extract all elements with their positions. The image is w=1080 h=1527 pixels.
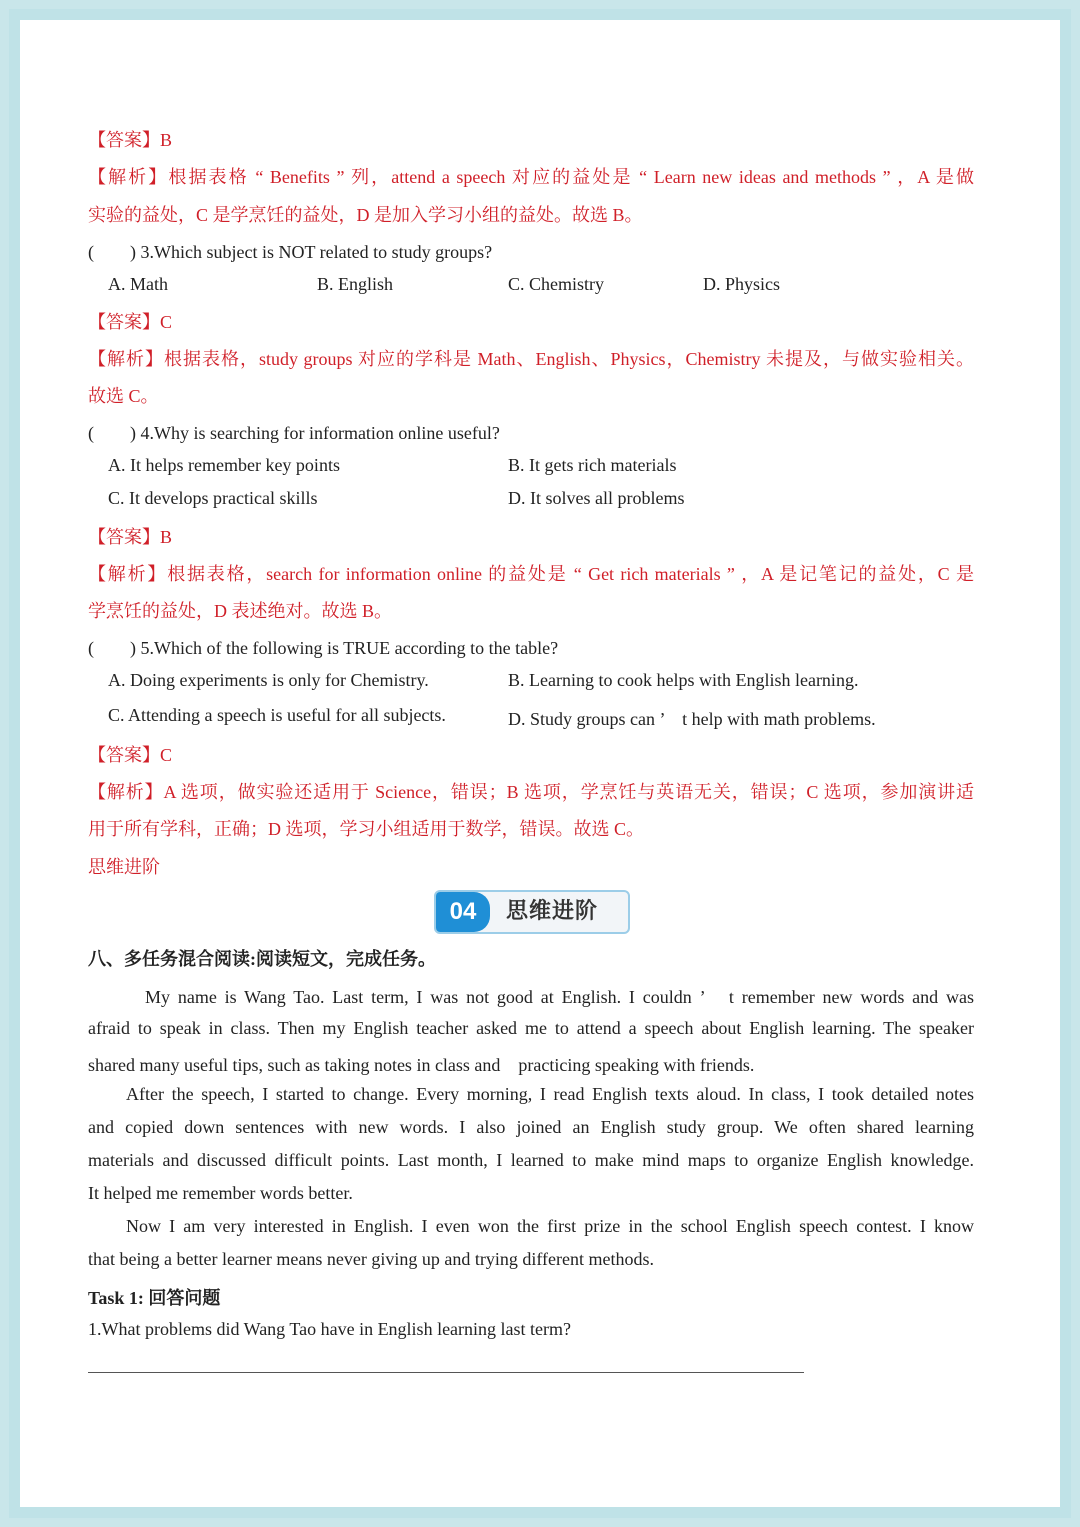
- q4-analysis-line1: 【解析】根据表格，search for information online 的益处是 “ Get rich materials ” ，A 是记笔记的益处，C 是: [88, 564, 974, 584]
- section8-heading: 八、多任务混合阅读:阅读短文，完成任务。: [88, 949, 436, 969]
- q5-question: [88, 634, 558, 660]
- q4-option-d: D. It solves all problems: [508, 488, 685, 508]
- passage-p2-line1: After the speech, I started to change. Every morning, I read English texts aloud. In class, I took detailed notes: [126, 1084, 974, 1104]
- q5-analysis-line1: 【解析】A 选项，做实验还适用于 Science，错误；B 选项，学烹饪与英语无关，错误；C 选项，参加演讲适: [88, 782, 974, 802]
- q4-option-c: C. It develops practical skills: [108, 488, 318, 508]
- passage-p2-line2: and copied down sentences with new words. I also joined an English study group. We often shared learning: [88, 1117, 974, 1137]
- q3-option-c: C. Chemistry: [508, 274, 605, 294]
- q4-question: [88, 419, 500, 445]
- q3-answer: 【答案】C: [88, 312, 173, 332]
- q5-answer: 【答案】C: [88, 745, 173, 765]
- q4-option-a: A. It helps remember key points: [108, 455, 340, 475]
- section-title: 思维进阶: [506, 899, 599, 924]
- section-banner: [434, 890, 630, 934]
- passage-p2-line4: It helped me remember words better.: [88, 1183, 353, 1203]
- passage-p1-line3: shared many useful tips, such as taking notes in class and practicing speaking with friends.: [88, 1055, 755, 1075]
- q4-answer: 【答案】B: [88, 527, 173, 547]
- q2-analysis-line1: 【解析】根据表格 “ Benefits ” 列，attend a speech 对应的益处是 “ Learn new ideas and methods ” ，A 是做: [88, 167, 974, 187]
- passage-p2-line3: materials and discussed difficult points. Last month, I learned to make mind maps to organize English knowledge.: [88, 1150, 974, 1170]
- task1-heading: Task 1: 回答问题: [88, 1288, 221, 1308]
- passage-p1-line2: afraid to speak in class. Then my English teacher asked me to attend a speech about English learning. The speaker: [88, 1018, 974, 1038]
- q5-option-b: B. Learning to cook helps with English learning.: [508, 670, 859, 690]
- q3-answer-blank[interactable]: ( ): [88, 242, 136, 262]
- task1-question1: 1.What problems did Wang Tao have in English learning last term?: [88, 1319, 572, 1339]
- q3-option-a: A. Math: [108, 274, 168, 294]
- q4-answer-blank[interactable]: ( ): [88, 423, 136, 443]
- answer-line[interactable]: [88, 1372, 804, 1373]
- q4-text: 4.Why is searching for information online useful?: [140, 423, 500, 443]
- q3-option-d: D. Physics: [703, 274, 781, 294]
- q3-text: 3.Which subject is NOT related to study groups?: [140, 242, 493, 262]
- q5-option-d: D. Study groups can ’ t help with math problems.: [508, 709, 876, 729]
- q5-option-a: A. Doing experiments is only for Chemistry.: [108, 670, 429, 690]
- q3-analysis-line2: 故选 C。: [88, 386, 159, 406]
- q5-text: 5.Which of the following is TRUE according to the table?: [140, 638, 559, 658]
- q3-option-b: B. English: [317, 274, 394, 294]
- q5-option-c: C. Attending a speech is useful for all subjects.: [108, 705, 446, 725]
- q4-option-b: B. It gets rich materials: [508, 455, 677, 475]
- q4-analysis-line2: 学烹饪的益处，D 表述绝对。故选 B。: [88, 601, 393, 621]
- thinking-label: 思维进阶: [88, 857, 160, 877]
- passage-p3-line1: Now I am very interested in English. I even won the first prize in the school English speech contest. I know: [126, 1216, 974, 1236]
- passage-p3-line2: that being a better learner means never giving up and trying different methods.: [88, 1249, 654, 1269]
- q3-analysis-line1: 【解析】根据表格，study groups 对应的学科是 Math、English、Physics，Chemistry 未提及，与做实验相关。: [88, 349, 974, 369]
- q3-question: [88, 238, 492, 264]
- q2-analysis-line2: 实验的益处，C 是学烹饪的益处，D 是加入学习小组的益处。故选 B。: [88, 205, 643, 225]
- passage-p1-line1: My name is Wang Tao. Last term, I was not good at English. I couldn ’ t remember new words and was: [145, 987, 974, 1007]
- q5-analysis-line2: 用于所有学科，正确；D 选项，学习小组适用于数学，错误。故选 C。: [88, 819, 645, 839]
- section-number: 04: [436, 892, 490, 932]
- q2-answer: 【答案】B: [88, 130, 173, 150]
- q5-answer-blank[interactable]: ( ): [88, 638, 136, 658]
